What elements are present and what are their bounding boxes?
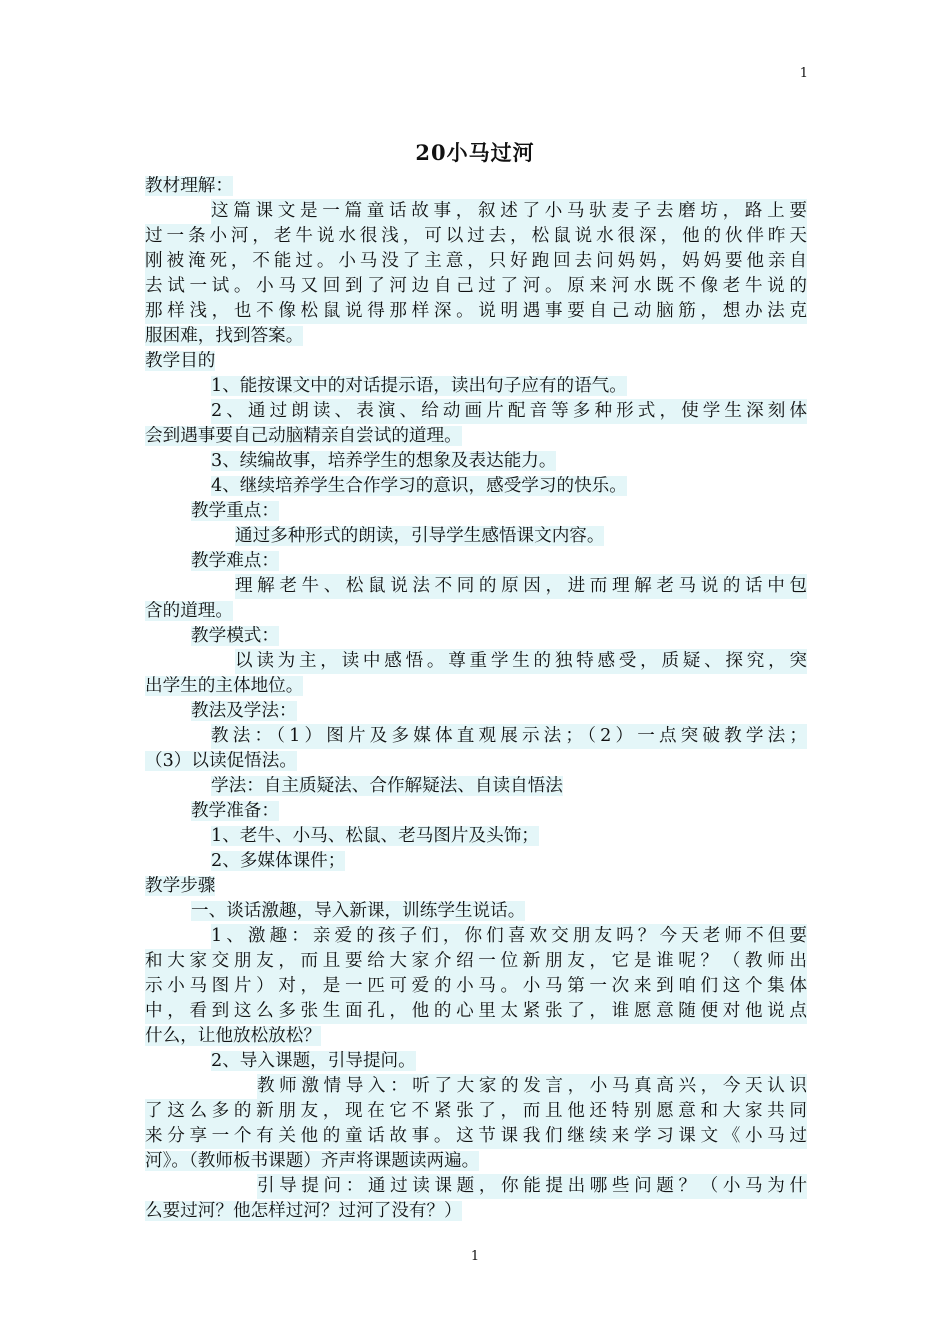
text-line-content: 出学生的主体地位。: [145, 676, 304, 696]
text-line: [145, 1124, 807, 1149]
text-line: [145, 1099, 807, 1124]
text-line-content: 以读为主，读中感悟。尊重学生的独特感受，质疑、探究，突: [235, 649, 807, 674]
page-number-bottom: 1: [470, 1249, 480, 1264]
text-line-content: 刚被淹死，不能过。小马没了主意，只好跑回去问妈妈，妈妈要他亲自: [145, 249, 807, 274]
text-line-content: 去试一试。小马又回到了河边自己过了河。原来河水既不像老牛说的: [145, 274, 807, 299]
text-line: [145, 674, 807, 699]
text-line-content: 含的道理。: [145, 601, 233, 621]
text-line-content: 教学重点：: [191, 501, 279, 521]
text-line: [145, 899, 807, 924]
text-line: [145, 574, 807, 599]
text-line-content: 学法：自主质疑法、合作解疑法、自读自悟法: [211, 776, 563, 796]
text-line-content: 教学模式：: [191, 626, 279, 646]
text-line: [145, 474, 807, 499]
text-line-content: 教学准备：: [191, 801, 279, 821]
text-line: [145, 299, 807, 324]
text-line: [145, 749, 807, 774]
text-line: [145, 274, 807, 299]
text-line-content: 理解老牛、松鼠说法不同的原因，进而理解老马说的话中包: [235, 574, 807, 599]
text-line-content: 1、激趣：亲爱的孩子们，你们喜欢交朋友吗？今天老师不但要: [211, 924, 807, 949]
text-line: [145, 974, 807, 999]
text-line: [145, 999, 807, 1024]
text-line-content: 2、导入课题，引导提问。: [211, 1051, 416, 1071]
text-line: [145, 224, 807, 249]
text-line-content: 教材理解：: [145, 176, 233, 196]
text-line: [145, 1024, 807, 1049]
text-line-content: 服困难，找到答案。: [145, 326, 304, 346]
text-line-content: 什么，让他放松放松？: [145, 1026, 321, 1046]
text-line: [145, 649, 807, 674]
text-line-content: 过一条小河，老牛说水很浅，可以过去，松鼠说水很深，他的伙伴昨天: [145, 224, 807, 249]
text-line-content: 么要过河？他怎样过河？过河了没有？）: [145, 1201, 462, 1221]
text-line: [145, 199, 807, 224]
text-line-content: 一、谈话激趣，导入新课，训练学生说话。: [191, 901, 526, 921]
text-line-content: 2、多媒体课件；: [211, 851, 346, 871]
text-line: [145, 699, 807, 724]
text-line: [145, 774, 807, 799]
text-line: [145, 1049, 807, 1074]
text-line-content: 教学难点：: [191, 551, 279, 571]
text-line-content: （3）以读促悟法。: [145, 751, 297, 771]
text-line-content: 4、继续培养学生合作学习的意识，感受学习的快乐。: [211, 476, 627, 496]
text-line-content: 教学目的: [145, 351, 216, 371]
text-line-content: 了这么多的新朋友，现在它不紧张了，而且他还特别愿意和大家共同: [145, 1099, 807, 1124]
document-body: [145, 174, 807, 1224]
text-line: [145, 824, 807, 849]
document-title: 20小马过河: [415, 140, 535, 165]
page-number-top: 1: [799, 66, 808, 81]
text-line-content: 3、续编故事，培养学生的想象及表达能力。: [211, 451, 557, 471]
text-line: [145, 349, 807, 374]
text-line-content: 教学步骤: [145, 876, 216, 896]
text-line-content: 教法：（1）图片及多媒体直观展示法；（2）一点突破教学法；: [211, 724, 807, 749]
text-line-content: 这篇课文是一篇童话故事，叙述了小马驮麦子去磨坊，路上要: [211, 199, 807, 224]
text-line: [145, 249, 807, 274]
text-line: [145, 374, 807, 399]
text-line: [145, 874, 807, 899]
text-line: [145, 174, 807, 199]
text-line-content: 会到遇事要自己动脑精亲自尝试的道理。: [145, 426, 462, 446]
text-line: [145, 1149, 807, 1174]
text-line: [145, 599, 807, 624]
text-line-content: 教法及学法：: [191, 701, 297, 721]
text-line-content: 2、通过朗读、表演、给动画片配音等多种形式，使学生深刻体: [211, 399, 807, 424]
text-line: [145, 724, 807, 749]
text-line: [145, 1074, 807, 1099]
text-line: [145, 399, 807, 424]
text-line-content: 通过多种形式的朗读，引导学生感悟课文内容。: [235, 526, 605, 546]
text-line-content: 引导提问：通过读课题，你能提出哪些问题？（小马为什: [257, 1174, 807, 1199]
text-line: [145, 499, 807, 524]
text-line-content: 中，看到这么多张生面孔，他的心里太紧张了，谁愿意随便对他说点: [145, 999, 807, 1024]
text-line: [145, 449, 807, 474]
text-line: [145, 924, 807, 949]
text-line-content: 来分享一个有关他的童话故事。这节课我们继续来学习课文《小马过: [145, 1124, 807, 1149]
text-line-content: 1、老牛、小马、松鼠、老马图片及头饰；: [211, 826, 539, 846]
text-line-content: 和大家交朋友，而且要给大家介绍一位新朋友，它是谁呢？（教师出: [145, 949, 807, 974]
text-line-content: 那样浅，也不像松鼠说得那样深。说明遇事要自己动脑筋，想办法克: [145, 299, 807, 324]
text-line: [145, 949, 807, 974]
text-line-content: 1、能按课文中的对话提示语，读出句子应有的语气。: [211, 376, 627, 396]
text-line-content: 教师激情导入：听了大家的发言，小马真高兴，今天认识: [257, 1074, 807, 1099]
text-line: [145, 424, 807, 449]
text-line: [145, 799, 807, 824]
text-line: [145, 849, 807, 874]
text-line: [145, 549, 807, 574]
text-line: [145, 1174, 807, 1199]
text-line: [145, 524, 807, 549]
text-line-content: 示小马图片）对，是一匹可爱的小马。小马第一次来到咱们这个集体: [145, 974, 807, 999]
text-line: [145, 1199, 807, 1224]
text-line-content: 河》。（教师板书课题）齐声将课题读两遍。: [145, 1151, 480, 1171]
text-line: [145, 324, 807, 349]
text-line: [145, 624, 807, 649]
